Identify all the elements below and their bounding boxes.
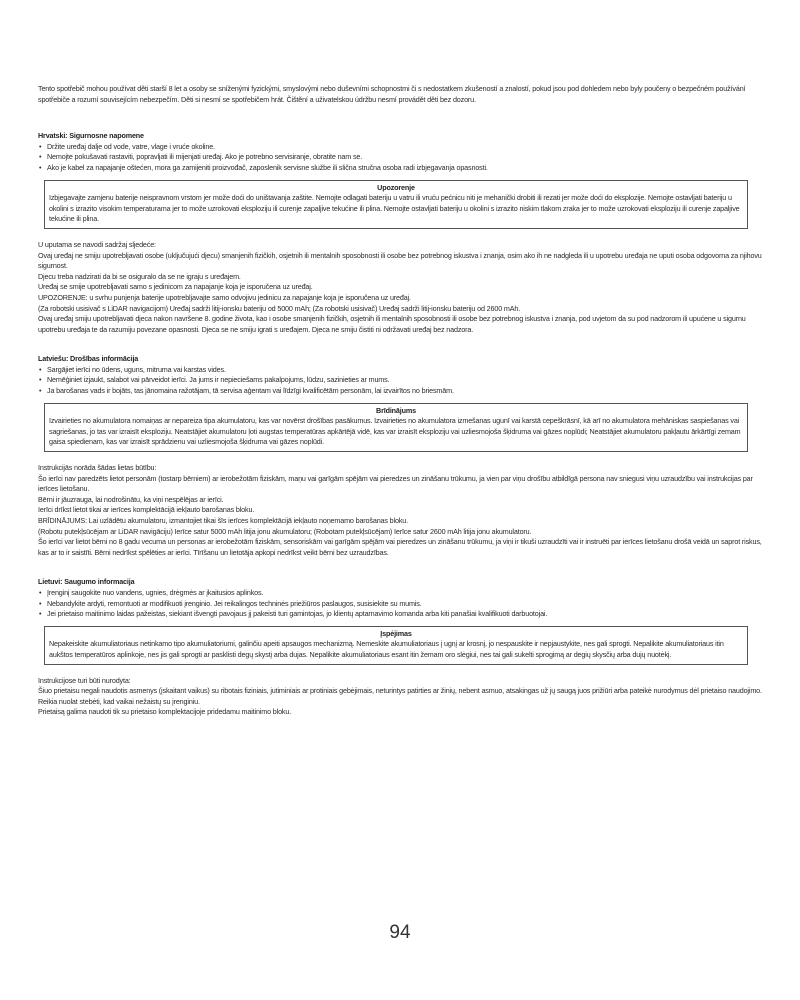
bullet-list-latvian — [38, 365, 762, 397]
warning-title: Įspėjimas — [380, 628, 412, 638]
list-item: • Nebandykite ardyti, remontuoti ar modifikuoti įrenginio. Jei reikalingos techninės priežiūros paslaugos, susisiekite su mumis. — [38, 599, 762, 610]
warning-box-croatian — [44, 180, 748, 229]
warning-box-lithuanian — [44, 626, 748, 665]
instruction-line: Ovaj uređaj smiju upotrebljavati djeca nakon navršene 8. godine života, kao i osobe smanjenih fizičkih, osjetnih ili mentalnih sposobnosti ili osobe bez potrebnog iskustva i znanja, pod uvjetom da su pod nadzorom ili upućene u sigurnu upotrebu uređaja te da razumiju povezane opasnosti. Djeca se ne smiju igrati s uređajem. Djeca ne smiju čistiti ni održavati uređaj bez nadzora. — [38, 314, 746, 334]
instruction-line: (Za robotski usisivač s LiDAR navigacijom) Uređaj sadrži litij-ionsku bateriju od 5000 mAh; (Za robotski usisivač) Uređaj sadrži litij-ionsku bateriju od 2600 mAh. — [38, 303, 521, 313]
instructions-latvian — [38, 463, 762, 558]
list-item: • Ako je kabel za napajanje oštećen, mora ga zamijeniti proizvođač, zaposlenik servisne službe ili slična stručna osoba radi izbjegavanja opasnosti. — [38, 163, 762, 174]
instruction-line: UPOZORENJE: u svrhu punjenja baterije upotrebljavajte samo odvojivu jedinicu za napajanje koja je isporučena uz uređaj. — [38, 292, 411, 302]
instruction-line: Instrukcijose turi būti nurodyta: — [38, 675, 131, 685]
warning-text: Izvairieties no akumulatora nomaiņas ar nepareiza tipa akumulatoru, kas var novērst drošības pasākumus. Izvairieties no akumulatora izmešanas ugunī vai karstā cepeškrāsnī, kā arī no akumulatora mehāniskas saspiešanas vai sagriešanas, jo tas var izraisīt eksploziju. Neatstājiet akumulatoru ļoti augstas temperatūras apkārtējā vidē, kas var izraisīt eksploziju vai uzliesmojoša šķidruma vai gāzes noplūdi; Neatstājiet akumulatoru pakļautu ārkārtīgi zemam gaisa spiedienam, kas var izraisīt sprādzienu vai uzliesmojoša šķidruma vai gāzes noplūdi. — [49, 416, 741, 447]
instruction-line: U uputama se navodi sadržaj sljedeće: — [38, 239, 156, 249]
instruction-line: Šiuo prietaisu negali naudotis asmenys (įskaitant vaikus) su ribotais fiziniais, jutiminiais ar protiniais gebėjimais, neturintys patirties ar žinių, nebent asmuo, atsakingas už jų saugą juos prižiūri arba pateikė nurodymus dėl prietaiso naudojimo. — [38, 686, 762, 696]
section-heading-croatian: Hrvatski: Sigurnosne napomene — [38, 131, 144, 141]
list-item: • Sargājiet ierīci no ūdens, uguns, mitruma vai karstas vides. — [38, 365, 762, 376]
instruction-line: Ierīci drīkst lietot tikai ar ierīces komplektācijā iekļauto barošanas bloku. — [38, 505, 255, 515]
instruction-line: Djecu treba nadzirati da bi se osiguralo da se ne igraju s uređajem. — [38, 271, 241, 281]
instruction-line: Šo ierīci nav paredzēts lietot personām (tostarp bērniem) ar ierobežotām fiziskām, maņu vai garīgām spējām vai pieredzes un zināšanu trūkumu, ja vien par viņu drošību atbildīgā persona nav sniegusi viņu uzraudzību vai instrukcijas par ierīces lietošanu. — [38, 473, 753, 494]
list-item: • Držite uređaj dalje od vode, vatre, vlage i vruće okoline. — [38, 142, 762, 153]
manual-page — [38, 84, 762, 718]
section-latvian — [38, 354, 762, 558]
warning-box-latvian — [44, 403, 748, 452]
instruction-line: Uređaj se smije upotrebljavati samo s jedinicom za napajanje koja je isporučena uz uređaj. — [38, 282, 313, 292]
instruction-line: Prietaisą galima naudoti tik su prietaiso komplektacijoje pridedamu maitinimo bloku. — [38, 707, 292, 717]
warning-text: Izbjegavajte zamjenu baterije neispravnom vrstom jer može doći do uništavanja zaštite. Nemojte odlagati bateriju u vatru ili vruću pećnicu niti je mehanički drobiti ili rezati jer može doći do eksplozije. Nemojte ostavljati bateriju u okolini s izrazito visokim temperaturama jer to može uzrokovati eksploziju ili curenje zapaljive tekućine ili plina. Nemojte ostavljati bateriju u okolini s izrazito niskim tlakom zraka jer to može uzrokovati eksploziju ili curenje zapaljive tekućine ili plina. — [49, 193, 740, 224]
list-item: • Įrenginį saugokite nuo vandens, ugnies, drėgmės ar įkaitusios aplinkos. — [38, 588, 762, 599]
list-item: • Ja barošanas vads ir bojāts, tas jānomaina ražotājam, tā servisa aģentam vai līdzīgi kvalificētām personām, lai izvairītos no briesmām. — [38, 386, 762, 397]
section-heading-lithuanian: Lietuvi: Saugumo informacija — [38, 577, 135, 587]
instruction-line: Šo ierīci var lietot bērni no 8 gadu vecuma un personas ar ierobežotām fiziskām, sensoriskām vai garīgām spējām vai pieredzes un zināšanu trūkumu, ja viņi ir tikuši uzraudzīti vai ir instruēti par ierīces lietošanu drošā veidā un saprot riskus, kas ar to ir saistīti. Bērni nedrīkst spēlēties ar ierīci. Tīrīšanu un lietotāja apkopi nedrīkst veikt bērni bez uzraudzības. — [38, 537, 762, 557]
instruction-line: Bērni ir jāuzrauga, lai nodrošinātu, ka viņi nespēlējas ar ierīci. — [38, 494, 224, 504]
warning-title: Brīdinājums — [376, 405, 416, 415]
intro-paragraph-cz: Tento spotřebič mohou používat děti starší 8 let a osoby se sníženými fyzickými, smyslovými nebo duševními schopnostmi či s nedostatkem zkušeností a znalostí, pokud jsou pod dohledem nebo byly poučeny o bezpečném používání spotřebiče a rozumí souvisejícím nebezpečím. Děti si nesmí se spotřebičem hrát. Čištění a uživatelskou údržbu nesmí provádět děti bez dozoru. — [38, 84, 746, 104]
section-heading-latvian: Latviešu: Drošības informācija — [38, 354, 139, 364]
section-lithuanian — [38, 577, 762, 718]
instructions-croatian — [38, 240, 762, 335]
instruction-line: Instrukcijās norāda šādas lietas būtību: — [38, 463, 157, 473]
section-croatian — [38, 131, 762, 335]
instruction-line: Reikia nuolat stebėti, kad vaikai nežaistų su įrenginiu. — [38, 696, 200, 706]
instructions-lithuanian — [38, 676, 762, 718]
bullet-list-lithuanian — [38, 588, 762, 620]
instruction-line: BRĪDINĀJUMS: Lai uzlādētu akumulatoru, izmantojiet tikai šīs ierīces komplektācijā iekļauto noņemamo barošanas bloku. — [38, 516, 408, 525]
list-item: • Nemēģiniet izjaukt, salabot vai pārveidot ierīci. Ja jums ir nepieciešams pakalpojums, lūdzu, sazinieties ar mums. — [38, 375, 762, 386]
warning-text: Nepakeiskite akumuliatoriaus netinkamo tipo akumuliatoriumi, galinčiu apeiti apsaugos mechanizmą. Nemeskite akumuliatoriaus į ugnį ar krosnį, jo nespauskite ir nepjaustykite, nes gali sprogti. Nepalikite akumuliatoriaus itin aukštos temperatūros aplinkoje, nes jis gali sprogti ar pasklisti degų skystį arba dujas. Nepalikite akumuliatoriaus esant itin žemam oro slėgiui, nes tai gali sukelti sprogimą ar degių skysčių arba dujų nuotėkį. — [49, 639, 724, 659]
page-number: 94 — [389, 922, 411, 943]
list-item: • Nemojte pokušavati rastaviti, popravljati ili mijenjati uređaj. Ako je potrebno servisiranje, obratite nam se. — [38, 152, 762, 163]
instruction-line: Ovaj uređaj ne smiju upotrebljavati osobe (uključujući djecu) smanjenih fizičkih, osjetnih ili mentalnih sposobnosti ili osobe bez potrebnog iskustva i znanja, osim ako ih ne nadgleda ili u upotrebu uređaja ne uputi osoba odgovorna za njihovu sigurnost. — [38, 250, 762, 271]
warning-title: Upozorenje — [377, 182, 415, 192]
instruction-line: (Robotu putekļsūcējam ar LiDAR navigāciju) Ierīce satur 5000 mAh litija jonu akumulatoru; (Robotam putekļsūcējam) Ierīce satur 2600 mAh litija jonu akumulatoru. — [38, 526, 532, 536]
bullet-list-croatian — [38, 142, 762, 174]
list-item: • Jei prietaiso maitinimo laidas pažeistas, siekiant išvengti pavojaus jį pakeisti turi gamintojas, jo klientų aptarnavimo komanda arba kiti panašiai kvalifikuoti darbuotojai. — [38, 609, 762, 620]
